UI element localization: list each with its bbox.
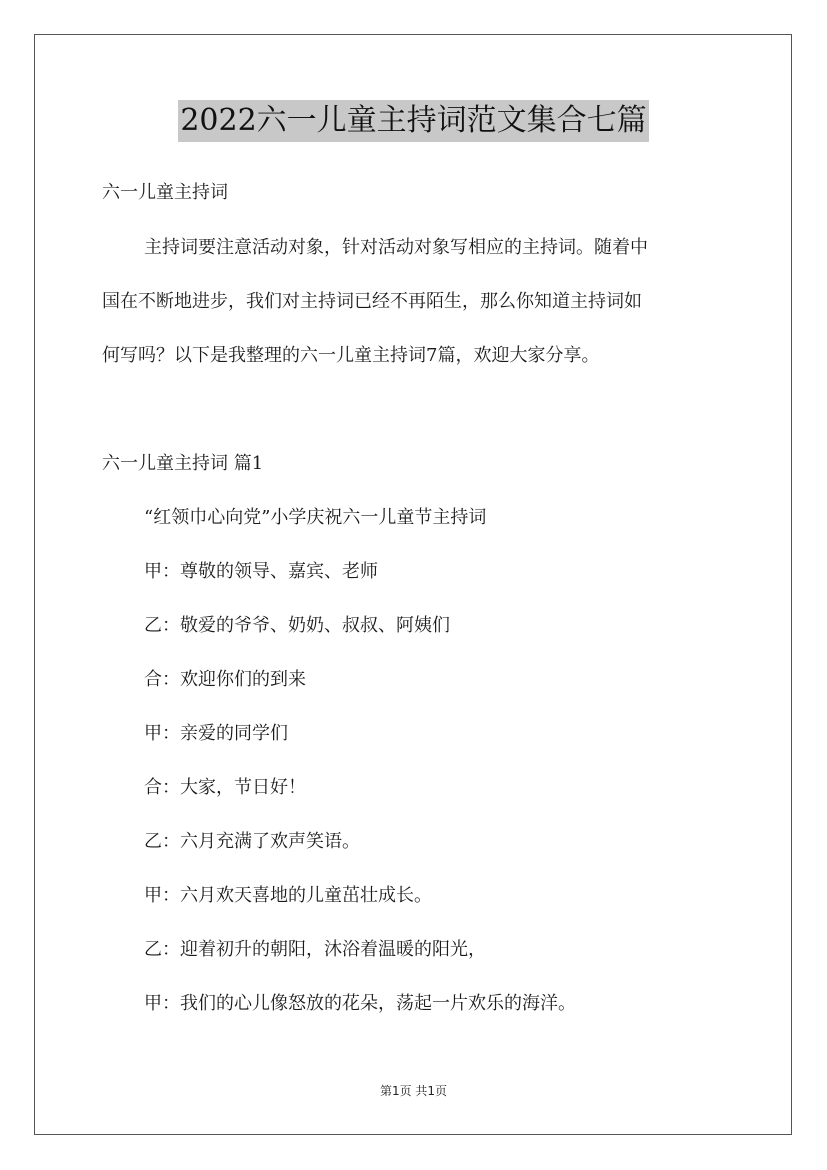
intro-heading: 六一儿童主持词	[102, 182, 228, 203]
document-title: 2022六一儿童主持词范文集合七篇	[178, 100, 648, 142]
intro-paragraph-line-3: 何写吗？以下是我整理的六一儿童主持词7篇，欢迎大家分享。	[102, 345, 600, 366]
section-line: 乙：六月充满了欢声笑语。	[144, 831, 360, 852]
section-line: 甲：我们的心儿像怒放的花朵，荡起一片欢乐的海洋。	[144, 993, 576, 1014]
page-number-footer: 第1页 共1页	[379, 1084, 448, 1098]
section-line: 甲：尊敬的领导、嘉宾、老师	[144, 561, 378, 582]
section-line: 乙：敬爱的爷爷、奶奶、叔叔、阿姨们	[144, 615, 450, 636]
section-line: 合：大家，节日好！	[144, 777, 306, 798]
title-container	[0, 100, 827, 142]
section-line: “红领巾心向党”小学庆祝六一儿童节主持词	[144, 507, 487, 528]
intro-paragraph-line-1: 主持词要注意活动对象，针对活动对象写相应的主持词。随着中	[144, 237, 648, 258]
intro-paragraph-line-2: 国在不断地进步，我们对主持词已经不再陌生，那么你知道主持词如	[102, 291, 642, 312]
section-line: 乙：迎着初升的朝阳，沐浴着温暖的阳光，	[144, 939, 486, 960]
section-line: 甲：亲爱的同学们	[144, 723, 288, 744]
section-heading: 六一儿童主持词 篇1	[102, 453, 264, 474]
section-line: 甲：六月欢天喜地的儿童茁壮成长。	[144, 885, 432, 906]
section-line: 合：欢迎你们的到来	[144, 669, 306, 690]
